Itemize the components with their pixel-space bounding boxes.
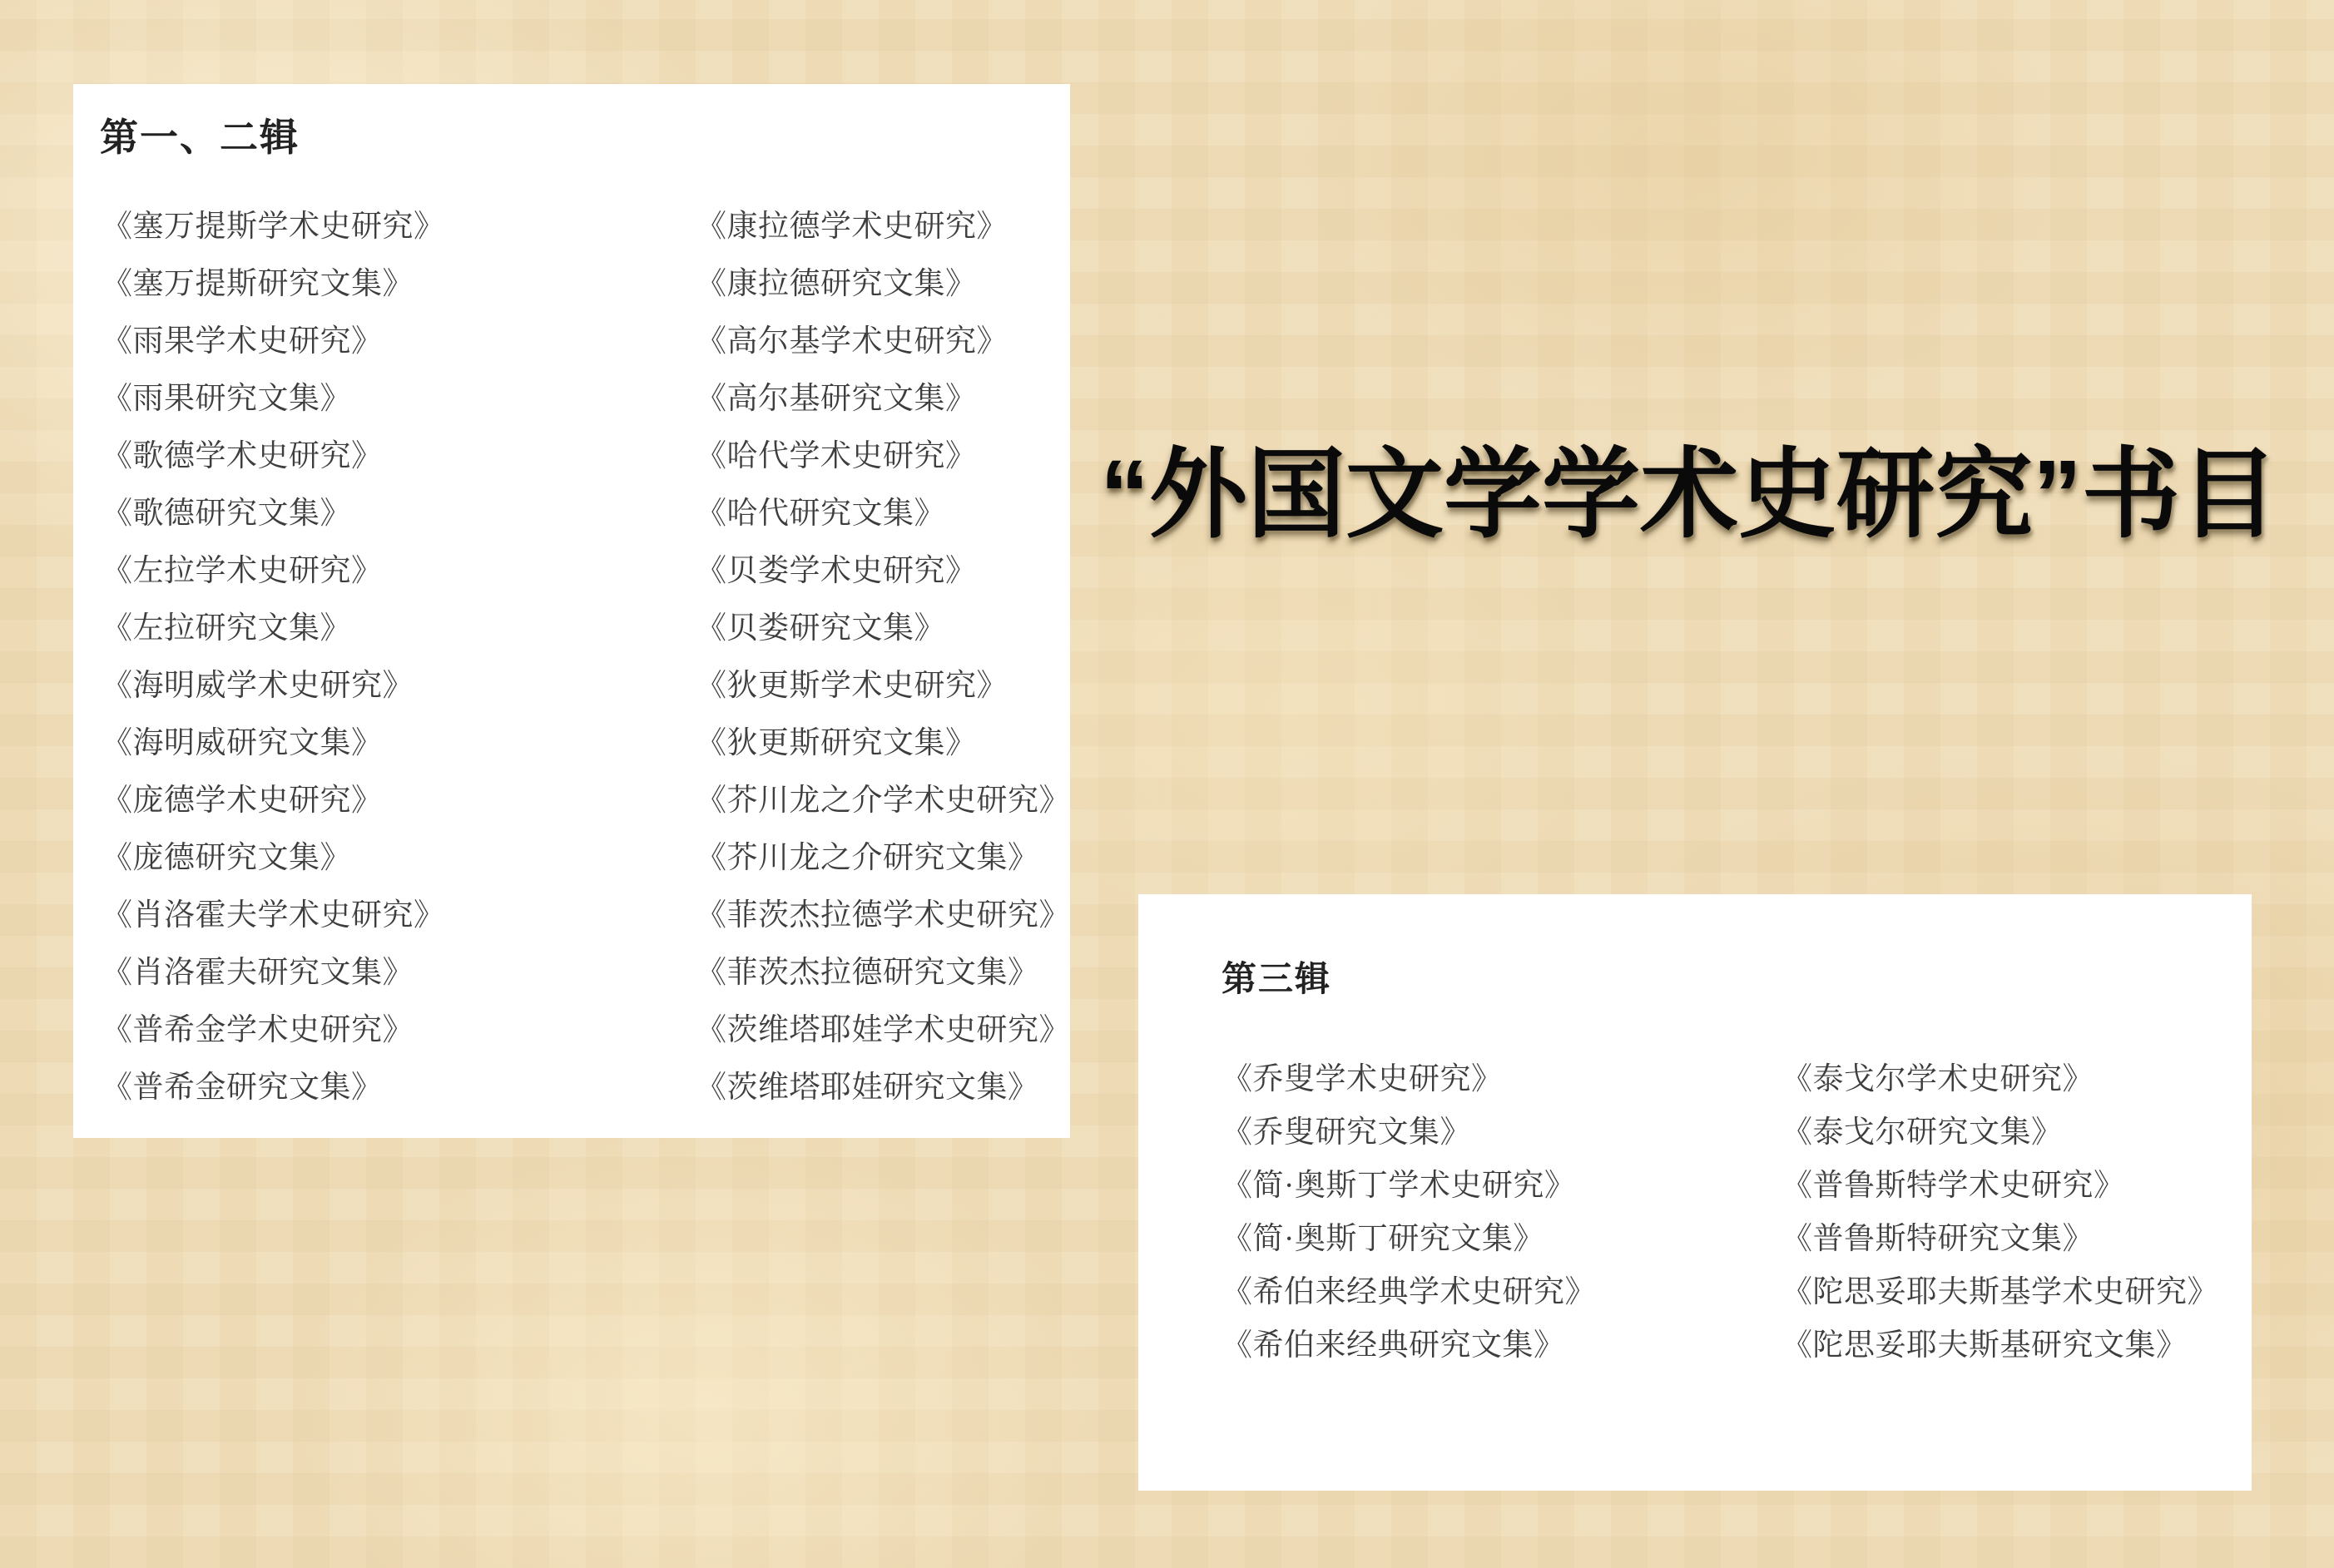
book-title: 《希伯来经典学术史研究》 <box>1222 1275 1596 1309</box>
book-title: 《康拉德学术史研究》 <box>696 210 1008 244</box>
panel-series-3 <box>1138 894 2252 1491</box>
book-title: 《雨果学术史研究》 <box>102 324 383 359</box>
book-title: 《歌德研究文集》 <box>102 497 351 531</box>
book-title: 《贝娄学术史研究》 <box>696 554 977 588</box>
page-title: “外国文学学术史研究”书目 <box>1100 440 2279 550</box>
book-title: 《茨维塔耶娃学术史研究》 <box>696 1013 1070 1047</box>
panel-series-1-2-header: 第一、二辑 <box>100 116 300 159</box>
book-title: 《庞德学术史研究》 <box>102 784 383 818</box>
book-title: 《肖洛霍夫研究文集》 <box>102 956 414 990</box>
book-list-column-left <box>1222 1053 1596 1373</box>
book-title: 《芥川龙之介学术史研究》 <box>696 784 1070 818</box>
book-title: 《塞万提斯学术史研究》 <box>102 210 445 244</box>
panel-series-3-header: 第三辑 <box>1222 959 1332 998</box>
book-title: 《左拉学术史研究》 <box>102 554 383 588</box>
book-title: 《高尔基研究文集》 <box>696 382 977 416</box>
book-title: 《高尔基学术史研究》 <box>696 324 1008 359</box>
panel-series-1-2 <box>73 84 1070 1138</box>
book-title: 《芥川龙之介研究文集》 <box>696 841 1039 875</box>
book-title: 《茨维塔耶娃研究文集》 <box>696 1071 1039 1105</box>
book-title: 《乔叟学术史研究》 <box>1222 1062 1503 1096</box>
book-title: 《陀思妥耶夫斯基研究文集》 <box>1781 1328 2188 1363</box>
book-title: 《肖洛霍夫学术史研究》 <box>102 898 445 932</box>
book-title: 《狄更斯研究文集》 <box>696 726 977 760</box>
book-title: 《哈代研究文集》 <box>696 497 945 531</box>
book-title: 《菲茨杰拉德学术史研究》 <box>696 898 1070 932</box>
book-title: 《泰戈尔研究文集》 <box>1781 1115 2063 1150</box>
book-title: 《雨果研究文集》 <box>102 382 351 416</box>
book-title: 《庞德研究文集》 <box>102 841 351 875</box>
book-title: 《普鲁斯特研究文集》 <box>1781 1222 2094 1256</box>
book-title: 《简·奥斯丁研究文集》 <box>1222 1222 1544 1256</box>
book-title: 《狄更斯学术史研究》 <box>696 669 1008 703</box>
book-list-column-left <box>102 198 445 1116</box>
book-title: 《康拉德研究文集》 <box>696 267 977 301</box>
book-title: 《乔叟研究文集》 <box>1222 1115 1471 1150</box>
book-title: 《简·奥斯丁学术史研究》 <box>1222 1169 1576 1203</box>
book-title: 《陀思妥耶夫斯基学术史研究》 <box>1781 1275 2218 1309</box>
book-title: 《普希金研究文集》 <box>102 1071 383 1105</box>
book-title: 《歌德学术史研究》 <box>102 439 383 473</box>
book-title: 《哈代学术史研究》 <box>696 439 977 473</box>
book-title: 《左拉研究文集》 <box>102 611 351 646</box>
book-title: 《菲茨杰拉德研究文集》 <box>696 956 1039 990</box>
book-title: 《海明威研究文集》 <box>102 726 383 760</box>
book-list-column-right <box>1781 1053 2218 1373</box>
book-title: 《希伯来经典研究文集》 <box>1222 1328 1565 1363</box>
book-title: 《贝娄研究文集》 <box>696 611 945 646</box>
book-title: 《泰戈尔学术史研究》 <box>1781 1062 2094 1096</box>
book-title: 《海明威学术史研究》 <box>102 669 414 703</box>
book-title: 《普鲁斯特学术史研究》 <box>1781 1169 2125 1203</box>
book-title: 《普希金学术史研究》 <box>102 1013 414 1047</box>
book-title: 《塞万提斯研究文集》 <box>102 267 414 301</box>
book-list-column-right <box>696 198 1070 1116</box>
